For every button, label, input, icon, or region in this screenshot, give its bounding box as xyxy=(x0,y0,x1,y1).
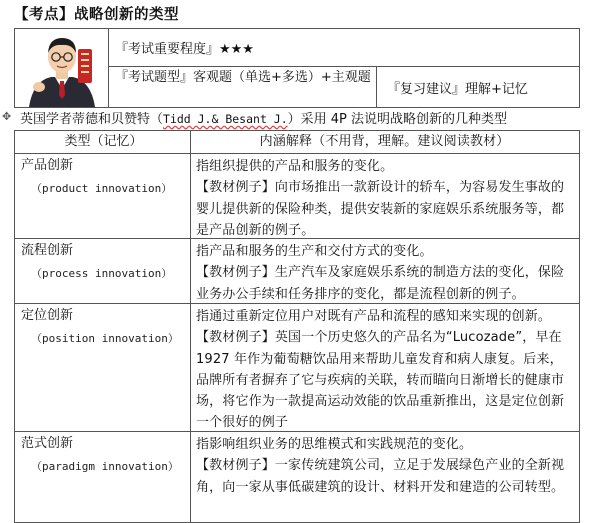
type-cell xyxy=(15,154,191,238)
importance-field: 『考试重要程度』★★★ xyxy=(109,29,579,67)
header-type: 类型（记忆） xyxy=(15,131,191,153)
table-header-row xyxy=(15,131,579,153)
example-text: 【教材例子】向市场推出一款新设计的轿车，为容易发生事故的婴儿提供新的保险种类，提供安装新的家庭娱乐系统服务等，都是产品创新的例子。 xyxy=(196,180,565,238)
header-description: 内涵解释（不用背，理解。建议阅读教材） xyxy=(259,134,510,149)
intro-suffix: ）采用 4P 法说明战略创新的几种类型 xyxy=(287,112,508,127)
review-advice-field: 『复习建议』理解+记忆 xyxy=(387,82,528,97)
example-text: 【教材例子】生产汽车及家庭娱乐系统的制造方法的变化，保险业务办公手续和任务排序的变化，都是流程创新的例子。 xyxy=(196,265,565,302)
definition-text: 指组织提供的产品和服务的变化。 xyxy=(196,159,394,174)
definition-text: 指通过重新定位用户对既有产品和流程的感知来实现的创新。 xyxy=(196,309,552,324)
description-cell xyxy=(191,432,579,522)
type-cell xyxy=(15,432,191,522)
innovation-types-table xyxy=(14,130,580,523)
type-name-en: （process innovation） xyxy=(31,267,173,280)
type-name-cn: 定位创新 xyxy=(21,308,74,323)
definition-text: 指产品和服务的生产和交付方式的变化。 xyxy=(196,244,433,259)
page-title: 【考点】战略创新的类型 xyxy=(14,7,179,23)
type-name-cn: 范式创新 xyxy=(21,436,74,451)
table-row xyxy=(15,153,579,238)
type-name-cn: 流程创新 xyxy=(21,243,74,258)
intro-prefix: 英国学者蒂德和贝赞特（ xyxy=(20,112,164,127)
table-move-handle-icon[interactable]: ✥ xyxy=(2,110,12,123)
table-row xyxy=(15,238,579,303)
type-name-en: （paradigm innovation） xyxy=(31,460,179,473)
example-text: 【教材例子】一家传统建筑公司，立足于发展绿色产业的全新视角，向一家从事低碳建筑的设计、材料开发和建造的公司转型。 xyxy=(196,458,565,495)
exam-info-box xyxy=(14,28,580,108)
intro-text xyxy=(20,110,580,129)
description-cell xyxy=(191,154,579,238)
teacher-portrait-icon xyxy=(15,29,109,107)
definition-text: 指影响组织业务的思维模式和实践规范的变化。 xyxy=(196,437,473,452)
description-cell xyxy=(191,304,579,431)
type-cell xyxy=(15,304,191,431)
question-type-field: 『考试题型』客观题（单选+多选）+主观题 xyxy=(109,67,377,107)
description-cell xyxy=(191,239,579,303)
type-name-en: （position innovation） xyxy=(31,332,179,345)
type-name-en: （product innovation） xyxy=(31,182,173,195)
type-cell xyxy=(15,239,191,303)
table-row xyxy=(15,303,579,431)
intro-authors: Tidd J.& Besant J. xyxy=(163,112,288,126)
type-name-cn: 产品创新 xyxy=(21,158,74,173)
example-text: 【教材例子】英国一个历史悠久的产品名为“Lucozade”，早在 1927 年作为葡萄糖饮品用来帮助儿童发育和病人康复。后来，品牌所有者摒弃了它与疾病的关联，转而瞄向日渐增长的健康市场，将它作为一款提高运动效能的饮品重新推出，这是定位创新一个很好的例子 xyxy=(196,330,565,431)
table-row xyxy=(15,431,579,522)
